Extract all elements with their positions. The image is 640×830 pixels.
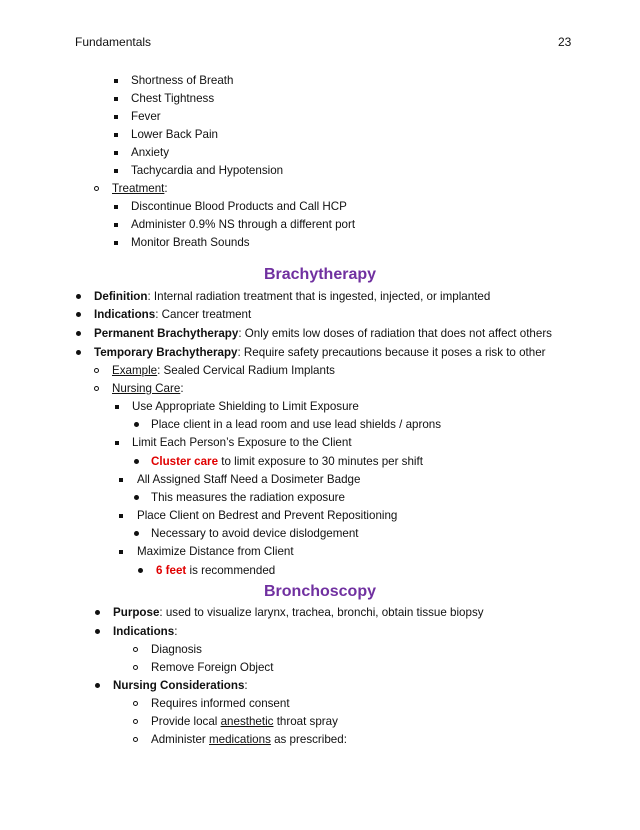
colon: :	[244, 679, 248, 692]
list-text: Shortness of Breath	[131, 74, 234, 87]
example-item	[94, 364, 335, 378]
list-item	[95, 606, 484, 620]
treatment-label: Treatment	[112, 182, 165, 195]
list-item	[133, 661, 273, 675]
list-text: Lower Back Pain	[131, 128, 218, 141]
bullet-icon	[134, 527, 139, 541]
page-header-title: Fundamentals	[75, 35, 152, 49]
hollow-bullet-icon	[94, 382, 99, 396]
list-item	[114, 236, 250, 250]
list-item	[133, 643, 202, 657]
care-subitem	[134, 491, 345, 505]
list-text: Administer 0.9% NS through a different port	[131, 218, 356, 231]
hollow-bullet-icon	[94, 364, 99, 378]
bullet-icon	[134, 455, 139, 469]
term: Nursing Considerations	[113, 679, 245, 692]
nursing-care-label: Nursing Care	[112, 382, 181, 395]
care-text: Place Client on Bedrest and Prevent Repositioning	[137, 509, 398, 522]
term: Permanent Brachytherapy	[94, 327, 239, 340]
list-item	[114, 218, 355, 232]
square-bullet-icon	[114, 164, 118, 178]
care-text: Use Appropriate Shielding to Limit Exposure	[132, 400, 359, 413]
care-subitem	[134, 418, 441, 432]
list-item	[114, 74, 233, 88]
square-bullet-icon	[119, 473, 123, 487]
page-number: 23	[558, 35, 572, 49]
square-bullet-icon	[115, 400, 119, 414]
bullet-icon	[76, 346, 81, 360]
square-bullet-icon	[114, 74, 118, 88]
nursing-care-heading	[94, 382, 184, 396]
care-subitem	[138, 564, 275, 578]
list-item	[114, 128, 218, 142]
square-bullet-icon	[119, 509, 123, 523]
section-title-bronchoscopy: Bronchoscopy	[263, 583, 376, 600]
hollow-bullet-icon	[133, 733, 138, 747]
bullet-icon	[76, 308, 81, 322]
list-item	[114, 92, 214, 106]
square-bullet-icon	[114, 92, 118, 106]
care-subtext: Necessary to avoid device dislodgement	[151, 527, 359, 540]
list-item	[114, 146, 169, 160]
definition: : Require safety precautions because it poses a risk to other	[237, 346, 546, 359]
care-item	[115, 436, 352, 450]
bullet-icon	[95, 606, 100, 620]
list-item	[114, 200, 347, 214]
care-item	[115, 400, 359, 414]
term: Definition	[94, 290, 148, 303]
list-item	[76, 308, 251, 322]
list-text: Diagnosis	[151, 643, 202, 656]
square-bullet-icon	[114, 218, 118, 232]
bullet-icon	[76, 290, 81, 304]
example-text: : Sealed Cervical Radium Implants	[157, 364, 335, 377]
list-text: Chest Tightness	[131, 92, 215, 105]
care-subitem	[134, 527, 359, 541]
hollow-bullet-icon	[133, 661, 138, 675]
term: Purpose	[113, 606, 160, 619]
definition: : Only emits low doses of radiation that does not affect others	[238, 327, 552, 340]
colon: :	[180, 382, 184, 395]
care-item	[119, 545, 294, 559]
care-item	[119, 509, 397, 523]
care-subtext: This measures the radiation exposure	[151, 491, 345, 504]
list-text: Anxiety	[131, 146, 170, 159]
list-item	[76, 290, 490, 304]
bullet-icon	[138, 564, 143, 578]
colon: :	[164, 182, 168, 195]
underlined-term: anesthetic	[220, 715, 274, 728]
highlight-text: 6 feet	[156, 564, 187, 577]
hollow-bullet-icon	[133, 643, 138, 657]
care-text: Maximize Distance from Client	[137, 545, 294, 558]
list-item	[133, 733, 347, 747]
care-subtext: is recommended	[186, 564, 276, 577]
list-item	[95, 679, 248, 693]
example-label: Example	[112, 364, 158, 377]
care-subtext: to limit exposure to 30 minutes per shift	[218, 455, 423, 468]
care-text: All Assigned Staff Need a Dosimeter Badge	[137, 473, 361, 486]
care-text: Limit Each Person’s Exposure to the Client	[132, 436, 352, 449]
square-bullet-icon	[114, 110, 118, 124]
bullet-icon	[95, 625, 100, 639]
bullet-icon	[76, 327, 81, 341]
square-bullet-icon	[114, 146, 118, 160]
list-item	[133, 697, 290, 711]
square-bullet-icon	[115, 436, 119, 450]
underlined-term: medications	[209, 733, 271, 746]
square-bullet-icon	[114, 236, 118, 250]
square-bullet-icon	[114, 128, 118, 142]
term: Temporary Brachytherapy	[94, 346, 238, 359]
care-item	[119, 473, 360, 487]
list-text: Administer	[151, 733, 209, 746]
list-text: Provide local	[151, 715, 221, 728]
list-item	[114, 164, 283, 178]
list-text: throat spray	[273, 715, 338, 728]
list-text: Monitor Breath Sounds	[131, 236, 250, 249]
definition: : Internal radiation treatment that is ingested, injected, or implanted	[147, 290, 491, 303]
list-item	[114, 110, 161, 124]
hollow-bullet-icon	[94, 182, 99, 196]
care-subtext: Place client in a lead room and use lead shields / aprons	[151, 418, 442, 431]
list-item	[76, 346, 546, 360]
care-subitem	[134, 455, 423, 469]
treatment-heading	[94, 182, 168, 196]
definition: : Cancer treatment	[155, 308, 252, 321]
bullet-icon	[134, 418, 139, 432]
definition: : used to visualize larynx, trachea, bronchi, obtain tissue biopsy	[159, 606, 484, 619]
bullet-icon	[95, 679, 100, 693]
list-text: Tachycardia and Hypotension	[131, 164, 284, 177]
section-title-brachytherapy: Brachytherapy	[263, 266, 377, 283]
term: Indications	[113, 625, 175, 638]
list-text: Requires informed consent	[151, 697, 290, 710]
list-item	[76, 327, 552, 341]
list-text: as prescribed:	[270, 733, 347, 746]
list-text: Discontinue Blood Products and Call HCP	[131, 200, 347, 213]
square-bullet-icon	[119, 545, 123, 559]
colon: :	[174, 625, 178, 638]
bullet-icon	[134, 491, 139, 505]
highlight-text: Cluster care	[151, 455, 219, 468]
list-text: Remove Foreign Object	[151, 661, 274, 674]
list-item	[133, 715, 338, 729]
list-item	[95, 625, 177, 639]
hollow-bullet-icon	[133, 715, 138, 729]
hollow-bullet-icon	[133, 697, 138, 711]
term: Indications	[94, 308, 156, 321]
list-text: Fever	[131, 110, 161, 123]
square-bullet-icon	[114, 200, 118, 214]
